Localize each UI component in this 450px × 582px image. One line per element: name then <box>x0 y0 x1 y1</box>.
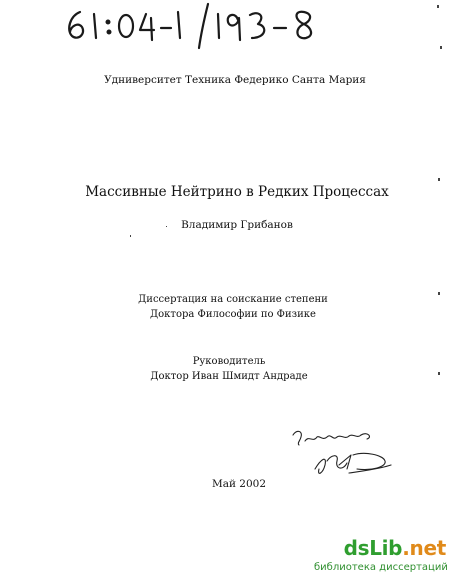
scan-speck <box>166 226 167 227</box>
scan-speck <box>437 5 439 8</box>
logo-net: net <box>409 536 446 560</box>
scan-speck <box>438 292 440 295</box>
handwritten-catalog-number <box>58 2 358 50</box>
supervisor-label: Руководитель <box>192 356 266 367</box>
handwritten-signature <box>287 425 407 485</box>
date: Май 2002 <box>211 478 267 490</box>
signature-drawing <box>287 425 407 485</box>
logo-dot: . <box>402 536 410 560</box>
scan-speck <box>438 372 440 375</box>
supervisor-name: Доктор Иван Шмидт Андраде <box>150 371 308 382</box>
author-name: Владимир Грибанов <box>181 219 293 231</box>
dissertation-title: Массивные Нейтрино в Редких Процессах <box>85 184 389 200</box>
logo-lib: Lib <box>369 536 403 560</box>
scan-speck <box>130 235 131 237</box>
dslib-watermark[interactable] <box>314 536 446 580</box>
dslib-subtitle: библиотека диссертаций <box>314 562 448 573</box>
scan-speck <box>438 178 440 181</box>
dissertation-degree-line-1: Диссертация на соискание степени <box>138 294 328 305</box>
scan-speck <box>440 46 442 49</box>
logo-ds: ds <box>343 536 370 560</box>
university-name: Удниверситет Техника Федерико Санта Мария <box>104 74 366 86</box>
handwritten-number-drawing <box>58 2 358 50</box>
dissertation-degree-line-2: Доктора Философии по Физике <box>150 309 316 320</box>
dslib-logo <box>314 536 446 560</box>
